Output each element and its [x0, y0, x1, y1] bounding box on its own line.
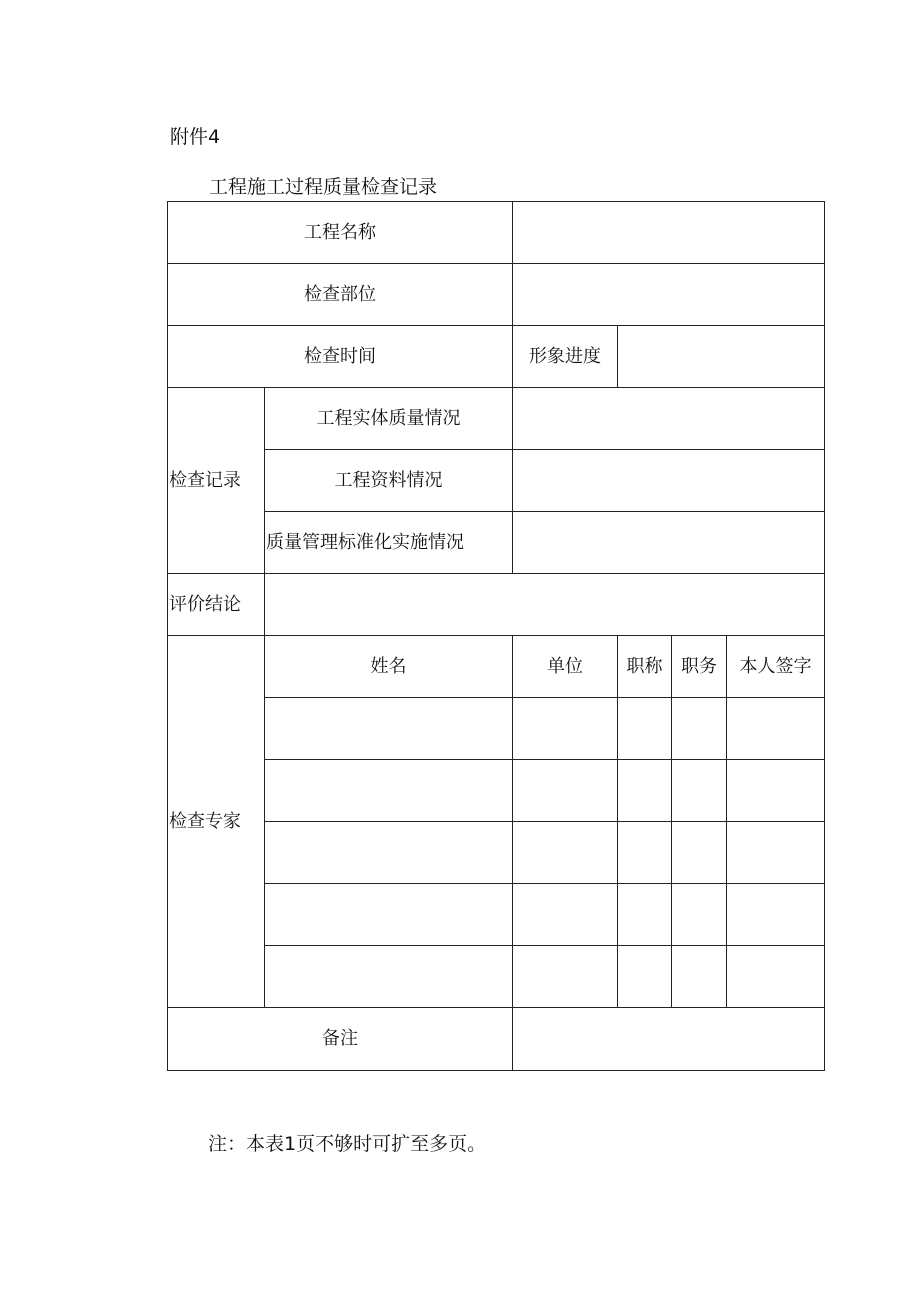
- expert-row: [168, 760, 825, 822]
- inspection-part-label: 检查部位: [168, 264, 513, 326]
- expert-unit-cell[interactable]: [513, 884, 618, 946]
- expert-name-cell[interactable]: [265, 698, 513, 760]
- evaluation-label: 评价结论: [168, 574, 265, 636]
- record-item-field[interactable]: [513, 388, 825, 450]
- expert-name-cell[interactable]: [265, 946, 513, 1008]
- project-name-row: [168, 202, 825, 264]
- expert-position-cell[interactable]: [672, 760, 727, 822]
- inspection-time-row: [168, 326, 825, 388]
- expert-signature-cell[interactable]: [727, 946, 825, 1008]
- expert-unit-cell[interactable]: [513, 698, 618, 760]
- inspection-form-table: [167, 201, 825, 1071]
- expert-signature-cell[interactable]: [727, 822, 825, 884]
- remarks-label: 备注: [168, 1008, 513, 1071]
- header-position: 职务: [672, 636, 727, 698]
- record-item-label: 工程实体质量情况: [265, 388, 513, 450]
- inspection-record-label: 检查记录: [168, 388, 265, 574]
- record-row-3: [168, 512, 825, 574]
- expert-name-cell[interactable]: [265, 884, 513, 946]
- footnote: 注：本表1页不够时可扩至多页。: [208, 1133, 487, 1155]
- expert-name-cell[interactable]: [265, 760, 513, 822]
- progress-label: 形象进度: [513, 326, 618, 388]
- expert-row: [168, 884, 825, 946]
- expert-position-cell[interactable]: [672, 822, 727, 884]
- progress-field[interactable]: [618, 326, 825, 388]
- record-row-2: [168, 450, 825, 512]
- expert-position-cell[interactable]: [672, 884, 727, 946]
- expert-title-cell[interactable]: [618, 760, 672, 822]
- expert-title-cell[interactable]: [618, 946, 672, 1008]
- expert-row: [168, 822, 825, 884]
- project-name-field[interactable]: [513, 202, 825, 264]
- header-signature: 本人签字: [727, 636, 825, 698]
- attachment-label: 附件4: [170, 126, 221, 148]
- expert-signature-cell[interactable]: [727, 884, 825, 946]
- record-item-label: 工程资料情况: [265, 450, 513, 512]
- project-name-label: 工程名称: [168, 202, 513, 264]
- inspection-part-row: [168, 264, 825, 326]
- experts-header-row: [168, 636, 825, 698]
- expert-unit-cell[interactable]: [513, 760, 618, 822]
- remarks-row: [168, 1008, 825, 1071]
- remarks-field[interactable]: [513, 1008, 825, 1071]
- record-item-field[interactable]: [513, 450, 825, 512]
- expert-unit-cell[interactable]: [513, 946, 618, 1008]
- expert-title-cell[interactable]: [618, 884, 672, 946]
- expert-name-cell[interactable]: [265, 822, 513, 884]
- inspection-part-field[interactable]: [513, 264, 825, 326]
- expert-position-cell[interactable]: [672, 698, 727, 760]
- expert-signature-cell[interactable]: [727, 760, 825, 822]
- expert-signature-cell[interactable]: [727, 698, 825, 760]
- header-title: 职称: [618, 636, 672, 698]
- evaluation-field[interactable]: [265, 574, 825, 636]
- expert-row: [168, 698, 825, 760]
- record-item-label: 质量管理标准化实施情况: [265, 512, 513, 574]
- expert-row: [168, 946, 825, 1008]
- document-title: 工程施工过程质量检查记录: [209, 176, 438, 198]
- header-unit: 单位: [513, 636, 618, 698]
- record-item-field[interactable]: [513, 512, 825, 574]
- inspection-time-label: 检查时间: [168, 326, 513, 388]
- header-name: 姓名: [265, 636, 513, 698]
- expert-unit-cell[interactable]: [513, 822, 618, 884]
- expert-title-cell[interactable]: [618, 698, 672, 760]
- record-row-1: [168, 388, 825, 450]
- experts-label: 检查专家: [168, 636, 265, 1008]
- expert-title-cell[interactable]: [618, 822, 672, 884]
- expert-position-cell[interactable]: [672, 946, 727, 1008]
- evaluation-row: [168, 574, 825, 636]
